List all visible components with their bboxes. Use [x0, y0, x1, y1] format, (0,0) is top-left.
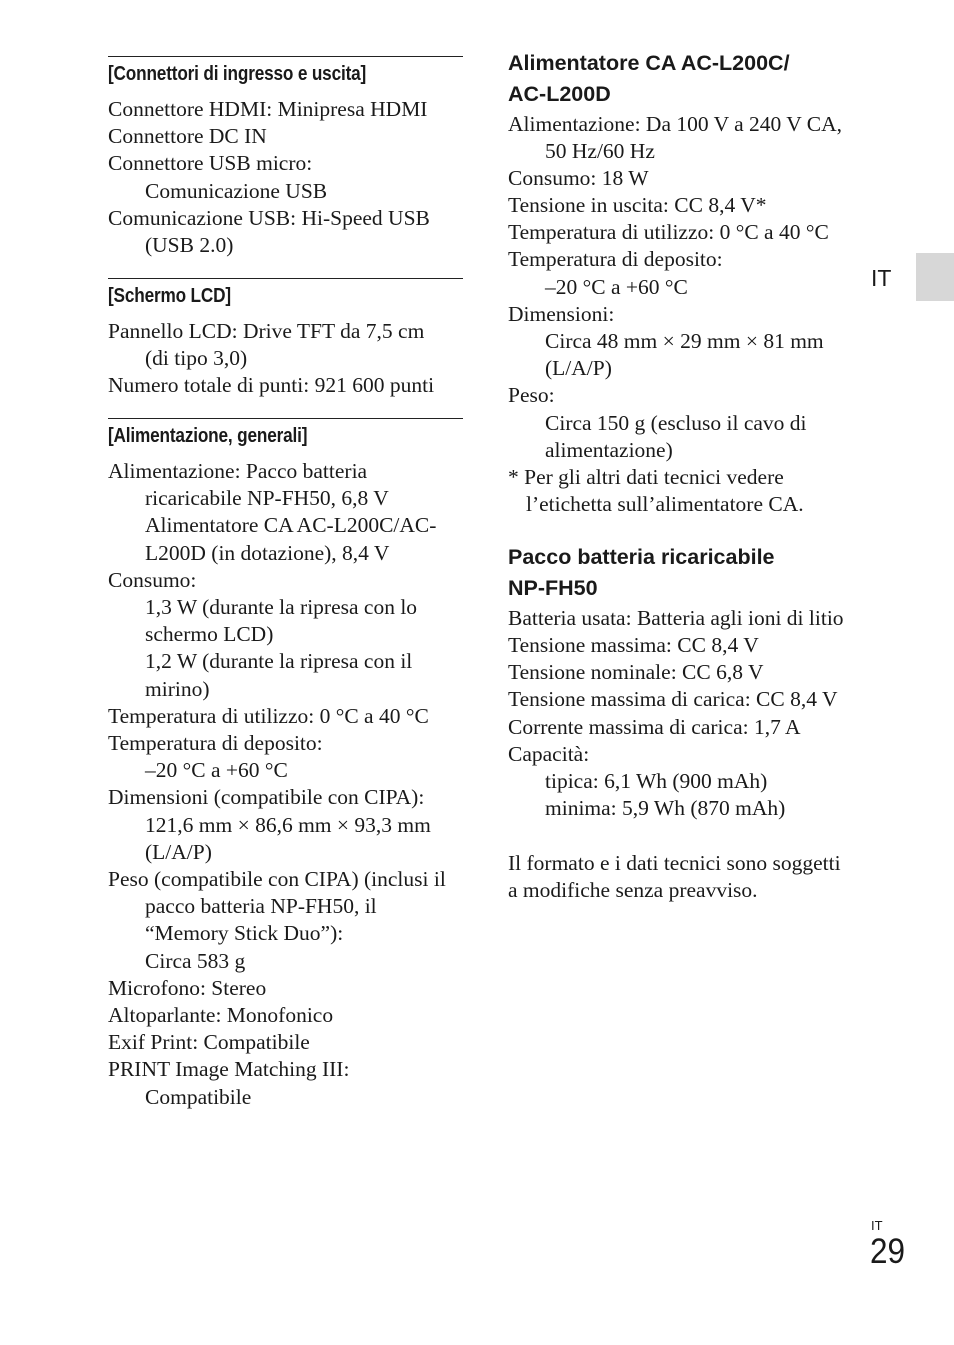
spec-line: “Memory Stick Duo”):: [145, 921, 344, 945]
spec-line: Peso (compatibile con CIPA) (inclusi il: [108, 867, 446, 891]
spec-line: schermo LCD): [145, 622, 274, 646]
spec-line: Tensione in uscita: CC 8,4 V*: [508, 193, 767, 217]
spec-line: Comunicazione USB: [145, 179, 328, 203]
spec-line: (USB 2.0): [145, 233, 234, 257]
section-divider: [108, 278, 463, 279]
section-divider: [108, 56, 463, 57]
section-heading-batteria: Pacco batteria ricaricabile: [508, 545, 775, 569]
spec-line: –20 °C a +60 °C: [145, 758, 288, 782]
spec-line: Consumo: 18 W: [508, 166, 649, 190]
spec-line: Microfono: Stereo: [108, 976, 267, 1000]
spec-line: Connettore HDMI: Minipresa HDMI: [108, 97, 428, 121]
spec-line: Circa 150 g (escluso il cavo di: [545, 411, 807, 435]
section-divider: [108, 418, 463, 419]
section-heading-connettori: [Connettori di ingresso e uscita]: [108, 63, 367, 85]
note-line: Il formato e i dati tecnici sono soggetti: [508, 851, 841, 875]
spec-line: Alimentazione: Pacco batteria: [108, 459, 368, 483]
spec-line: Peso:: [508, 383, 555, 407]
spec-line: Numero totale di punti: 921 600 punti: [108, 373, 435, 397]
spec-line: minima: 5,9 Wh (870 mAh): [545, 796, 786, 820]
footnote-line: l’etichetta sull’alimentatore CA.: [526, 492, 804, 516]
footnote-line: * Per gli altri dati tecnici vedere: [508, 465, 784, 489]
section-heading-schermo: [Schermo LCD]: [108, 285, 231, 307]
spec-line: Circa 583 g: [145, 949, 246, 973]
spec-line: Compatibile: [145, 1085, 252, 1109]
spec-line: mirino): [145, 677, 210, 701]
spec-line: Tensione massima: CC 8,4 V: [508, 633, 759, 657]
page-number: 29: [870, 1232, 906, 1271]
spec-line: (di tipo 3,0): [145, 346, 248, 370]
spec-line: Circa 48 mm × 29 mm × 81 mm: [545, 329, 824, 353]
note-line: a modifiche senza preavviso.: [508, 878, 758, 902]
spec-line: Temperatura di deposito:: [508, 247, 723, 271]
spec-line: pacco batteria NP-FH50, il: [145, 894, 377, 918]
spec-line: Alimentatore CA AC-L200C/AC-: [145, 513, 437, 537]
section-heading-batteria: NP-FH50: [508, 576, 598, 600]
section-heading-alimentazione: [Alimentazione, generali]: [108, 425, 308, 447]
spec-line: (L/A/P): [545, 356, 612, 380]
spec-line: Dimensioni (compatibile con CIPA):: [108, 785, 425, 809]
spec-line: Altoparlante: Monofonico: [108, 1003, 334, 1027]
page-language-label: IT: [871, 1218, 883, 1233]
spec-line: L200D (in dotazione), 8,4 V: [145, 541, 390, 565]
spec-line: ricaricabile NP-FH50, 6,8 V: [145, 486, 389, 510]
spec-line: Consumo:: [108, 568, 197, 592]
spec-line: Temperatura di utilizzo: 0 °C a 40 °C: [108, 704, 429, 728]
spec-line: Capacità:: [508, 742, 590, 766]
spec-line: Connettore DC IN: [108, 124, 267, 148]
spec-line: PRINT Image Matching III:: [108, 1057, 350, 1081]
side-language-label: IT: [871, 265, 892, 291]
spec-line: 121,6 mm × 86,6 mm × 93,3 mm: [145, 813, 431, 837]
spec-line: 1,3 W (durante la ripresa con lo: [145, 595, 418, 619]
spec-line: Comunicazione USB: Hi-Speed USB: [108, 206, 430, 230]
section-heading-alimentatore: AC-L200D: [508, 82, 611, 106]
spec-line: Corrente massima di carica: 1,7 A: [508, 715, 801, 739]
spec-line: –20 °C a +60 °C: [545, 275, 688, 299]
spec-line: Pannello LCD: Drive TFT da 7,5 cm: [108, 319, 425, 343]
spec-line: 1,2 W (durante la ripresa con il: [145, 649, 413, 673]
spec-line: Dimensioni:: [508, 302, 615, 326]
spec-line: tipica: 6,1 Wh (900 mAh): [545, 769, 768, 793]
spec-line: (L/A/P): [145, 840, 212, 864]
section-heading-alimentatore: Alimentatore CA AC-L200C/: [508, 51, 790, 75]
spec-line: Tensione nominale: CC 6,8 V: [508, 660, 764, 684]
spec-line: 50 Hz/60 Hz: [545, 139, 655, 163]
spec-line: Exif Print: Compatibile: [108, 1030, 310, 1054]
spec-line: Temperatura di deposito:: [108, 731, 323, 755]
spec-line: Tensione massima di carica: CC 8,4 V: [508, 687, 838, 711]
spec-line: Temperatura di utilizzo: 0 °C a 40 °C: [508, 220, 829, 244]
spec-line: alimentazione): [545, 438, 673, 462]
spec-line: Alimentazione: Da 100 V a 240 V CA,: [508, 112, 843, 136]
spec-line: Batteria usata: Batteria agli ioni di litio: [508, 606, 844, 630]
spec-line: Connettore USB micro:: [108, 151, 313, 175]
side-language-tab: [916, 253, 954, 301]
